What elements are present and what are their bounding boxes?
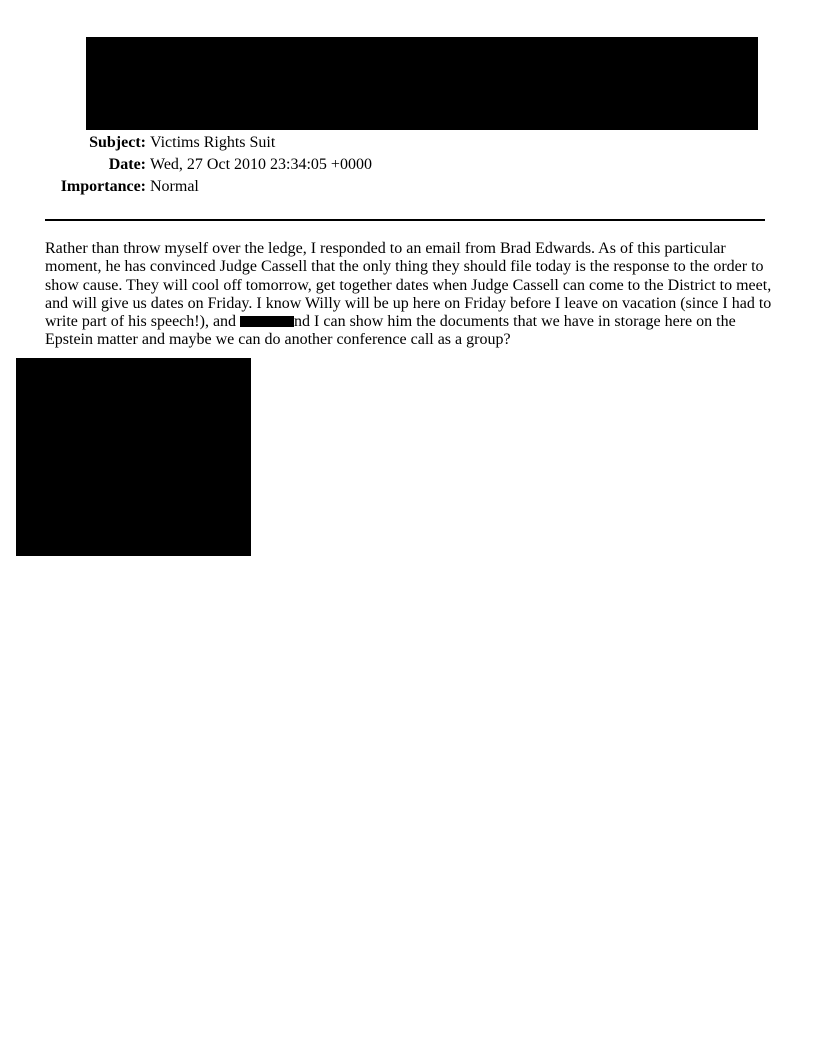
- date-row: [0, 154, 372, 176]
- email-body: [45, 240, 780, 350]
- redacted-signature-block: [16, 358, 251, 556]
- inline-redaction: [240, 316, 294, 327]
- body-paragraph: [45, 240, 780, 350]
- importance-row: [0, 176, 199, 198]
- subject-row: [0, 132, 275, 154]
- subject-value: Victims Rights Suit: [150, 134, 276, 151]
- importance-label: Importance:: [60, 178, 146, 195]
- subject-label: Subject:: [89, 134, 146, 151]
- date-label: Date:: [108, 156, 146, 173]
- body-text-part1: Rather than throw myself over the ledge, I responded to an email from Brad Edwards. As of this particular moment, he has convinced Judge Cassell that the only thing they should file today is the response to the order to show cause. They will cool off tomorrow, get together dates when Judge Cassell can come to the District to meet, and will give us dates on Friday. I know Willy will be up here on Friday before I leave on vacation (since I had to write part of his speech!), and: [45, 240, 772, 331]
- header-divider: [45, 219, 765, 221]
- date-value: Wed, 27 Oct 2010 23:34:05 +0000: [150, 156, 372, 173]
- body-text-part2: nd I can show him the documents that we have in storage here on the Epstein matter and maybe we can do another conference call as a group?: [45, 313, 736, 349]
- importance-value: Normal: [150, 178, 199, 195]
- redacted-header-block: [86, 37, 758, 130]
